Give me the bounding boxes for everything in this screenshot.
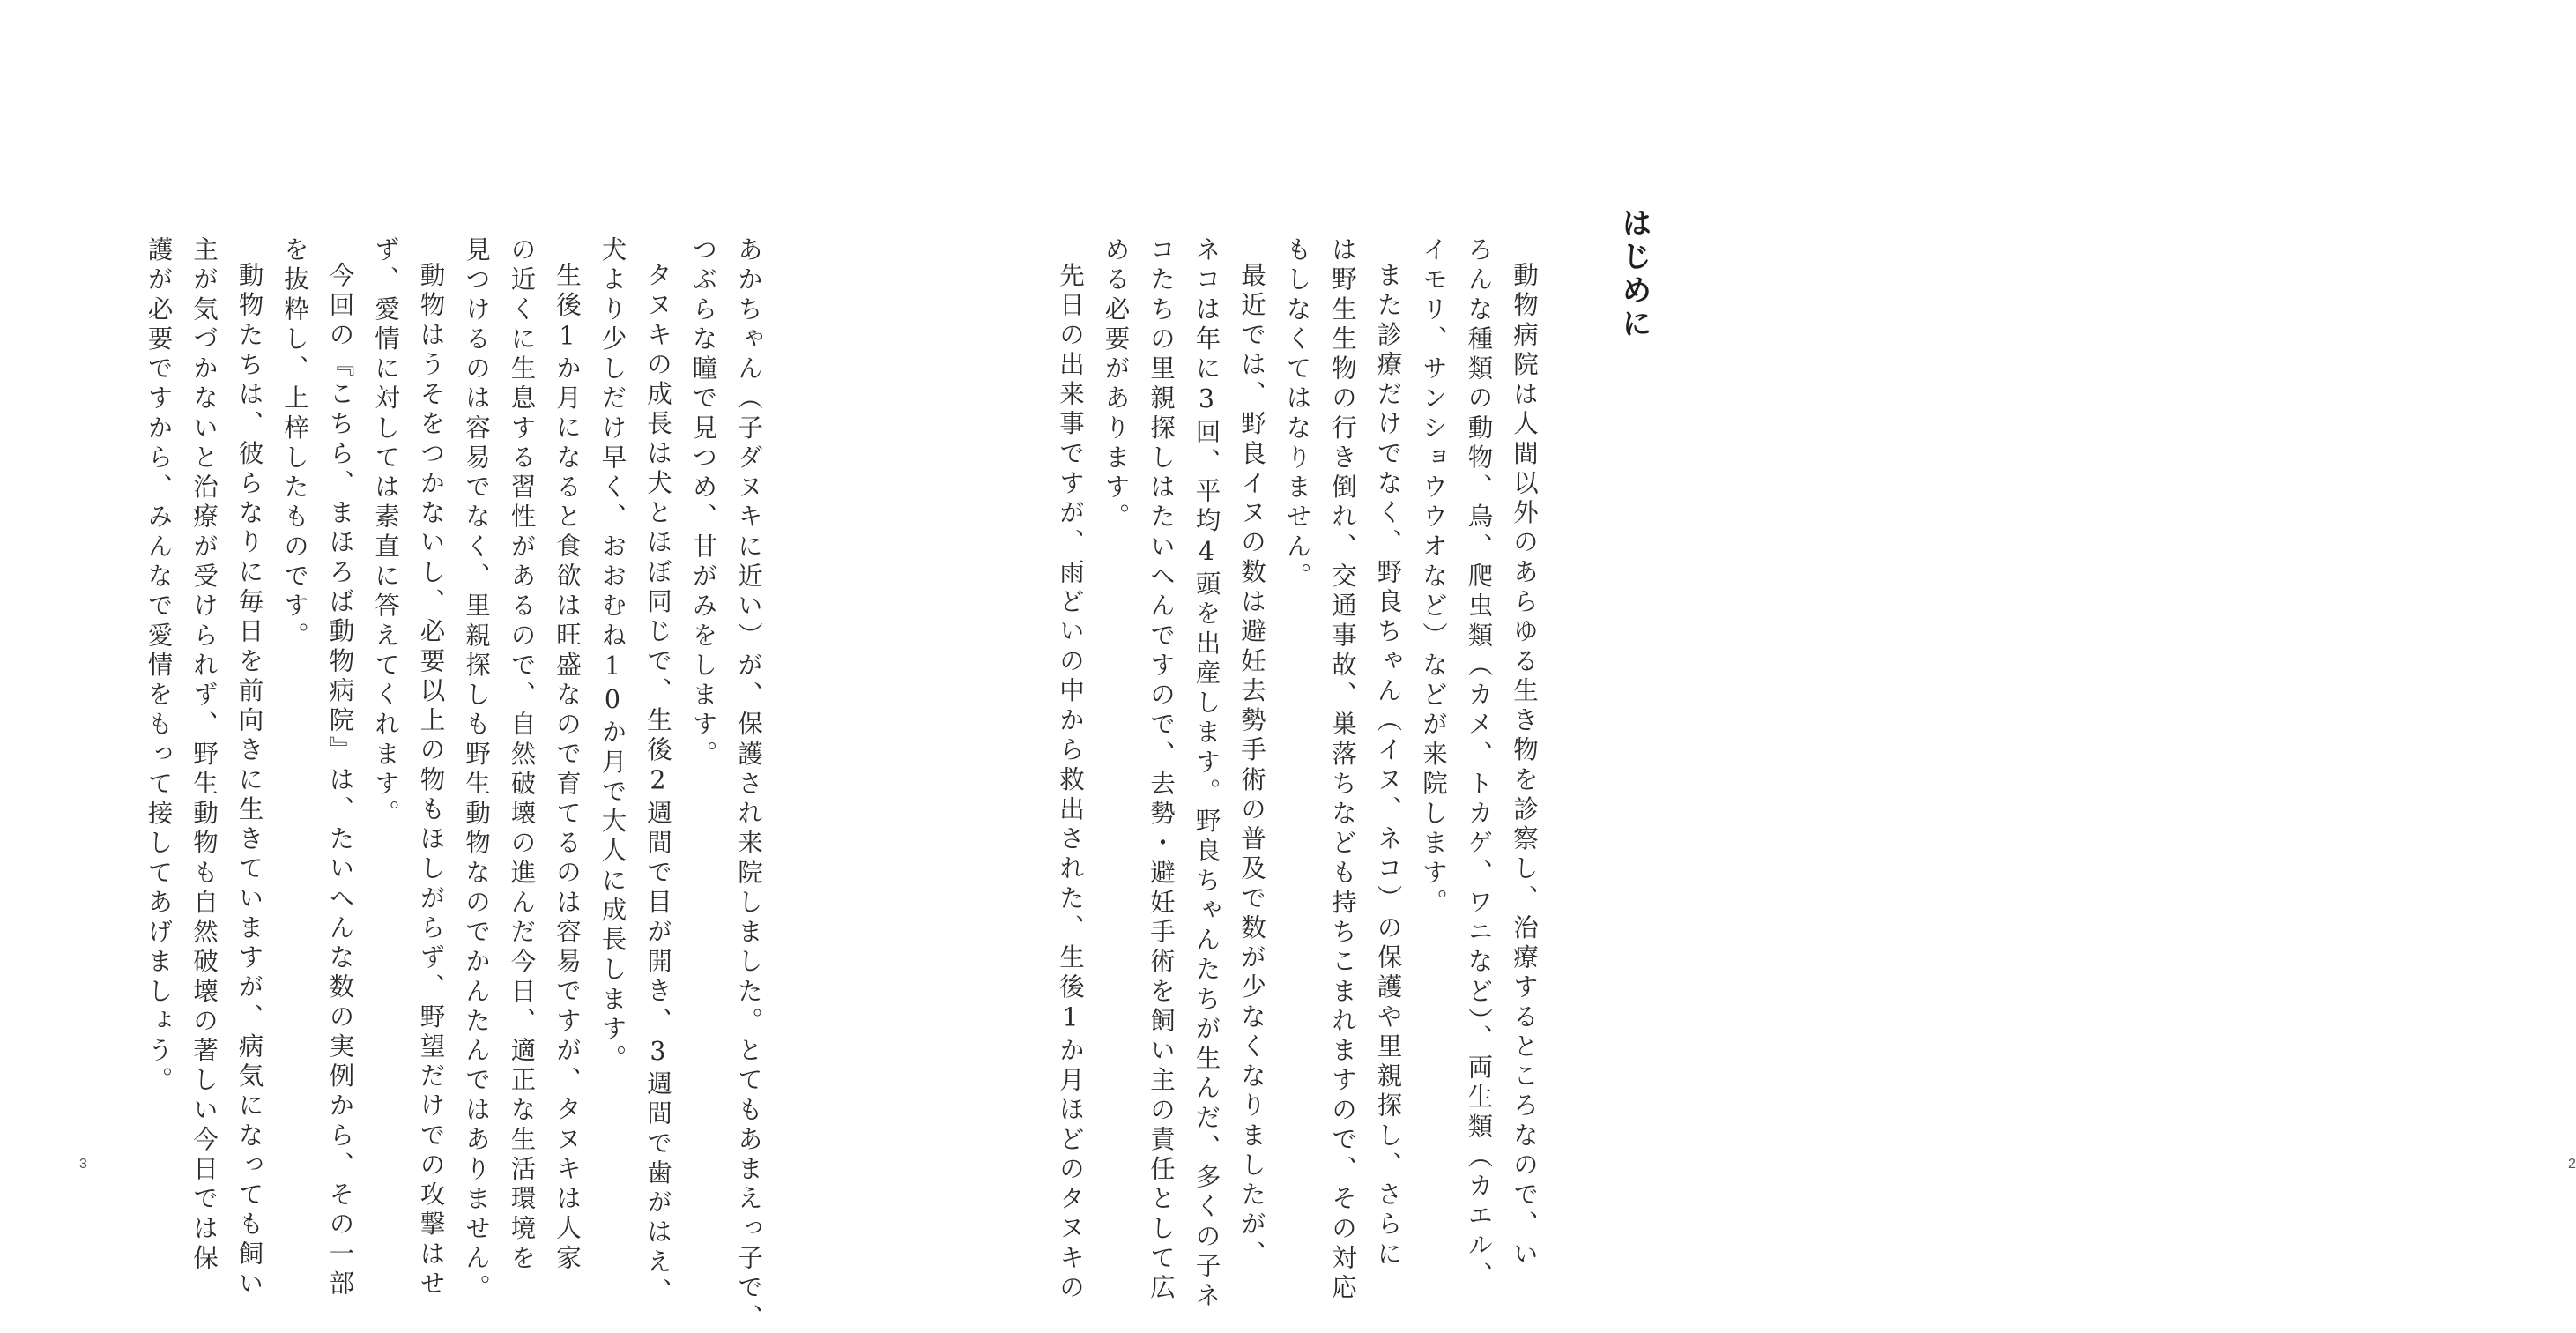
text-line: める必要があります。 bbox=[1101, 236, 1131, 533]
text-line: あかちゃん（子ダヌキに近い）が、保護され来院しました。とてもあまえっ子で、 bbox=[734, 236, 763, 1333]
text-line: は野生生物の行き倒れ、交通事故、巣落ちなども持ちこまれますので、その対応 bbox=[1328, 236, 1357, 1304]
text-line: また診療だけでなく、野良ちゃん（イヌ、ネコ）の保護や里親探し、さらに bbox=[1373, 261, 1403, 1270]
text-line: 動物たちは、彼らなりに毎日を前向きに生きていますが、病気になっても飼い bbox=[234, 261, 264, 1299]
text-line: 最近では、野良イヌの数は避妊去勢手術の普及で数が少なくなりましたが、 bbox=[1237, 261, 1266, 1270]
text-line: 生後1か月になると食欲は旺盛なので育てるのは容易ですが、タヌキは人家 bbox=[553, 261, 582, 1274]
page-heading: はじめに bbox=[1616, 207, 1652, 341]
text-line: 主が気づかないと治療が受けられず、野生動物も自然破壊の著しい今日では保 bbox=[189, 236, 219, 1275]
page-number-left: 3 bbox=[79, 1157, 87, 1172]
text-line: 護が必要ですから、みんなで愛情をもって接してあげましょう。 bbox=[144, 236, 174, 1097]
text-line: 動物はうそをつかないし、必要以上の物もほしがらず、野望だけでの攻撃はせ bbox=[416, 261, 446, 1299]
text-line: 見つけるのは容易でなく、里親探しも野生動物なのでかんたんではありません。 bbox=[462, 236, 491, 1304]
text-line: イモリ、サンショウウオなど）などが来院します。 bbox=[1419, 236, 1448, 919]
left-page bbox=[0, 0, 881, 1333]
text-line: を抜粋し、上梓したものです。 bbox=[280, 236, 309, 652]
text-line: ろんな種類の動物、鳥、爬虫類（カメ、トカゲ、ワニなど）、両生類（カエル、 bbox=[1464, 236, 1494, 1292]
text-line: コたちの里親探しはたいへんですので、去勢・避妊手術を飼い主の責任として広 bbox=[1147, 236, 1176, 1304]
page-number-right: 2 bbox=[2568, 1157, 2576, 1172]
right-page bbox=[881, 0, 2576, 1312]
text-line: つぶらな瞳で見つめ、甘がみをします。 bbox=[688, 236, 718, 771]
text-line: タヌキの成長は犬とほぼ同じで、生後2週間で目が開き、3週間で歯がはえ、 bbox=[643, 261, 672, 1307]
text-line: もしなくてはなりません。 bbox=[1282, 236, 1312, 592]
text-line: 今回の『こちら、まほろば動物病院』は、たいへんな数の実例から、その一部 bbox=[325, 261, 355, 1299]
right-page-body bbox=[1018, 236, 1547, 1312]
text-line: ネコは年に3回、平均4頭を出産します。野良ちゃんたちが生んだ、多くの子ネ bbox=[1191, 236, 1221, 1312]
text-line: 犬より少しだけ早く、おおむね10か月で大人に成長します。 bbox=[598, 236, 627, 1075]
text-line: ず、愛情に対しては素直に答えてくれます。 bbox=[371, 236, 400, 830]
text-line: の近くに生息する習性があるので、自然破壊の進んだ今日、適正な生活環境を bbox=[507, 236, 537, 1275]
text-line: 動物病院は人間以外のあらゆる生き物を診察し、治療するところなので、い bbox=[1510, 261, 1539, 1270]
text-line: 先日の出来事ですが、雨どいの中から救出された、生後1か月ほどのタヌキの bbox=[1056, 261, 1085, 1304]
left-page-body bbox=[137, 236, 771, 1333]
